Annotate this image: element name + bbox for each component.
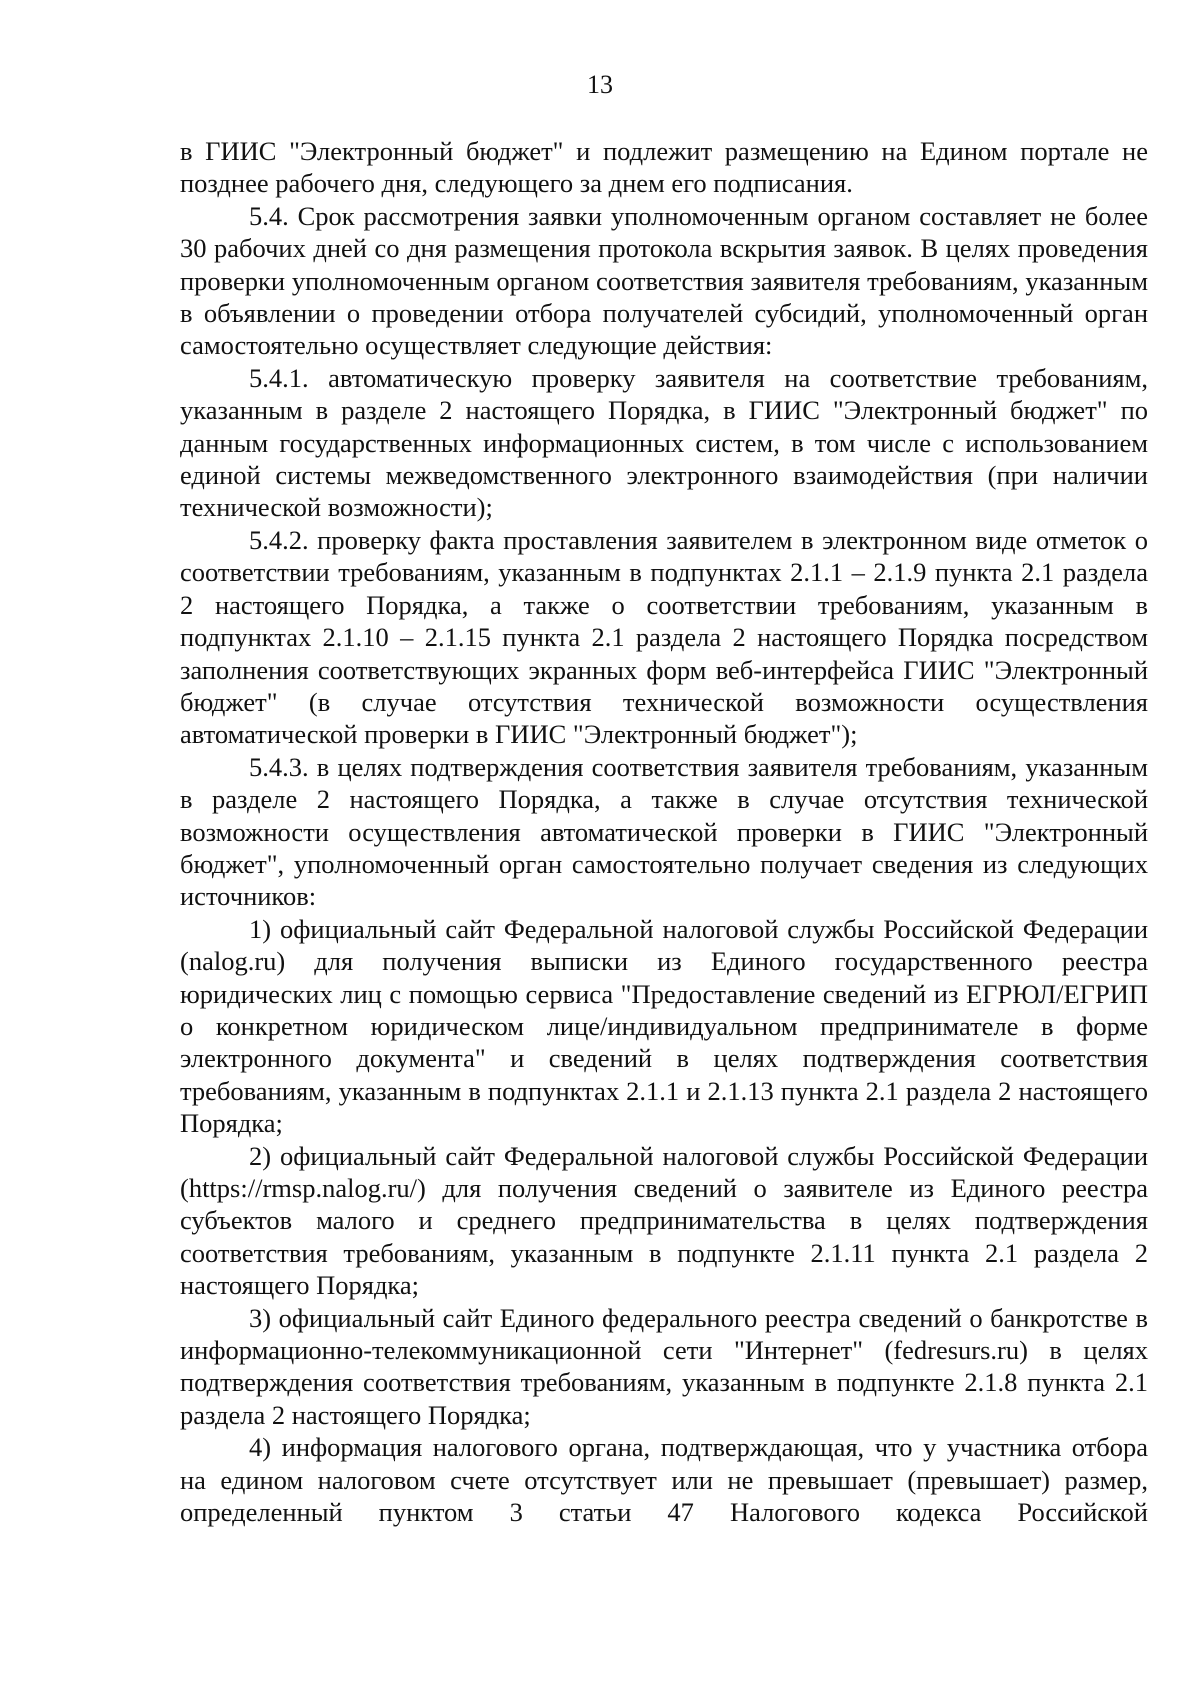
list-item-1: 1) официальный сайт Федеральной налоговой службы Российской Федерации (nalog.ru) для получения выписки из Единого государственного реестра юридических лиц с помощью сервиса "Предоставление сведений из ЕГРЮЛ/ЕГРИП о конкретном юридическом лице/индивидуальном предпринимателе в форме электронного документа" и сведений в целях подтверждения соответствия требованиям, указанным в подпунктах 2.1.1 и 2.1.13 пункта 2.1 раздела 2 настоящего Порядка; [180,913,1148,1139]
list-item-2: 2) официальный сайт Федеральной налоговой службы Российской Федерации (https://rmsp.nalog.ru/) для получения сведений о заявителе из Единого реестра субъектов малого и среднего предпринимательства в целях подтверждения соответствия требованиям, указанным в подпункте 2.1.11 пункта 2.1 раздела 2 настоящего Порядка; [180,1140,1148,1301]
document-body [180,135,1148,1528]
paragraph-5-4-3: 5.4.3. в целях подтверждения соответствия заявителя требованиям, указанным в разделе 2 настоящего Порядка, а также в случае отсутствия технической возможности осуществления автоматической проверки в ГИИС "Электронный бюджет", уполномоченный орган самостоятельно получает сведения из следующих источников: [180,751,1148,912]
list-item-3: 3) официальный сайт Единого федерального реестра сведений о банкротстве в информационно-телекоммуникационной сети "Интернет" (fedresurs.ru) в целях подтверждения соответствия требованиям, указанным в подпункте 2.1.8 пункта 2.1 раздела 2 настоящего Порядка; [180,1302,1148,1430]
page-number: 13 [587,70,613,99]
paragraph-5-4-1: 5.4.1. автоматическую проверку заявителя на соответствие требованиям, указанным в разделе 2 настоящего Порядка, в ГИИС "Электронный бюджет" по данным государственных информационных систем, в том числе с использованием единой системы межведомственного электронного взаимодействия (при наличии технической возможности); [180,362,1148,523]
paragraph-5-4: 5.4. Срок рассмотрения заявки уполномоченным органом составляет не более 30 рабочих дней со дня размещения протокола вскрытия заявок. В целях проведения проверки уполномоченным органом соответствия заявителя требованиям, указанным в объявлении о проведении отбора получателей субсидий, уполномоченный орган самостоятельно осуществляет следующие действия: [180,200,1148,361]
paragraph-5-4-2: 5.4.2. проверку факта проставления заявителем в электронном виде отметок о соответствии требованиям, указанным в подпунктах 2.1.1 – 2.1.9 пункта 2.1 раздела 2 настоящего Порядка, а также о соответствии требованиям, указанным в подпунктах 2.1.10 – 2.1.15 пункта 2.1 раздела 2 настоящего Порядка посредством заполнения соответствующих экранных форм веб-интерфейса ГИИС "Электронный бюджет" (в случае отсутствия технической возможности осуществления автоматической проверки в ГИИС "Электронный бюджет"); [180,524,1148,750]
paragraph-continuation: в ГИИС "Электронный бюджет" и подлежит размещению на Едином портале не позднее рабочего дня, следующего за днем его подписания. [180,136,1148,199]
list-item-4: 4) информация налогового органа, подтверждающая, что у участника отбора на едином налоговом счете отсутствует или не превышает (превышает) размер, определенный пунктом 3 статьи 47 Налогового кодекса Российской [180,1432,1148,1528]
